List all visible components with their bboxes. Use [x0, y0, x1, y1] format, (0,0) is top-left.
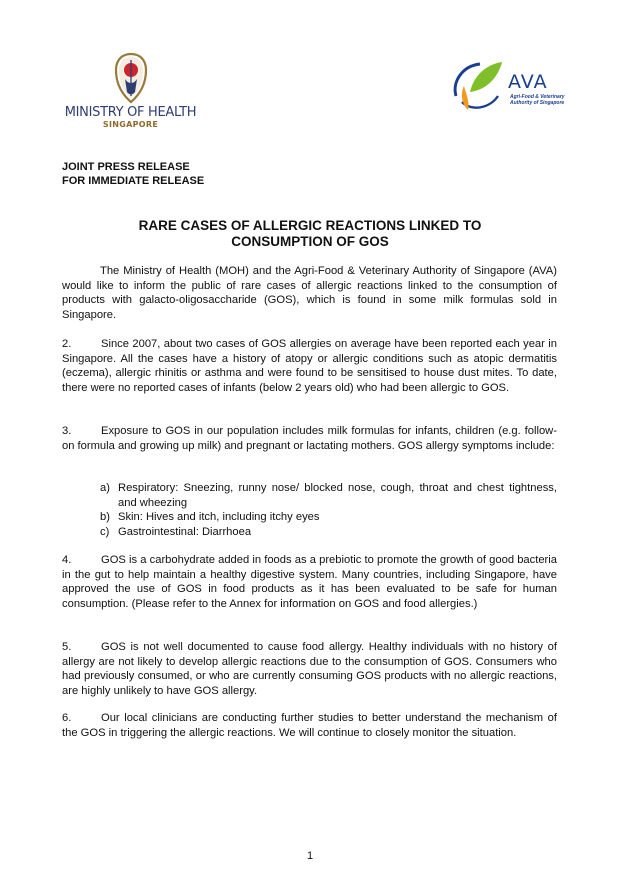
paragraph-number: 6. [62, 712, 72, 724]
paragraph-2 [62, 337, 557, 395]
paragraph-1-text: The Ministry of Health (MOH) and the Agri-Food & Veterinary Authority of Singapore (AVA) would like to inform the public of rare cases of allergic reactions linked to the consumption of products with galacto-oligosaccharide (GOS), which is found in some milk formulas sold in Singapore. [62, 265, 557, 321]
paragraph-number: 3. [62, 425, 72, 437]
list-item [100, 510, 557, 525]
list-item-text: Respiratory: Sneezing, runny nose/ blocked nose, cough, throat and chest tightness, and wheezing [118, 482, 557, 509]
symptom-list [100, 481, 557, 539]
paragraph-4 [62, 553, 557, 611]
ava-subtitle-line-2: Authority of Singapore [510, 100, 565, 106]
paragraph-4-text: GOS is a carbohydrate added in foods as a prebiotic to promote the growth of good bacteria in the gut to help maintain a healthy digestive system. Many countries, including Singapore, have approved the use of GOS in food products as it has been evaluated to be safe for human consumption. (Please refer to the Annex for information on GOS and food allergies.) [62, 554, 557, 610]
ava-subtitle [510, 94, 574, 106]
list-item-text: Skin: Hives and itch, including itchy eyes [118, 511, 320, 524]
paragraph-2-text: Since 2007, about two cases of GOS allergies on average have been reported each year in Singapore. All the cases have a history of atopy or allergic conditions such as atopic dermatitis (eczema), allergic rhinitis or asthma and were found to be sensitised to house dust mites. To date, there were no reported cases of infants (below 2 years old) who had been allergic to GOS. [62, 338, 557, 394]
paragraph-3-text: Exposure to GOS in our population includes milk formulas for infants, children (e.g. follow-on formula and growing up milk) and pregnant or lactating mothers. GOS allergy symptoms include: [62, 425, 557, 452]
ava-subtitle-line-1: Agri-Food & Veterinary [510, 94, 565, 100]
title-line-2: CONSUMPTION OF GOS [231, 234, 389, 249]
paragraph-5 [62, 640, 557, 698]
moh-subtitle: SINGAPORE [102, 120, 159, 129]
ava-wordmark: AVA [508, 71, 548, 93]
moh-crest-icon [108, 52, 154, 104]
document-title [60, 218, 560, 250]
ava-emblem-icon [448, 56, 510, 118]
title-line-1: RARE CASES OF ALLERGIC REACTIONS LINKED TO [138, 218, 482, 233]
paragraph-number: 2. [62, 338, 72, 350]
list-item-letter: c) [100, 525, 110, 538]
release-line-immediate: FOR IMMEDIATE RELEASE [62, 175, 205, 187]
release-line-joint: JOINT PRESS RELEASE [62, 161, 190, 173]
list-item [100, 481, 557, 510]
moh-name: MINISTRY OF HEALTH [64, 105, 197, 120]
release-header [62, 160, 204, 188]
moh-logo [58, 52, 203, 132]
paragraph-1 [62, 264, 557, 322]
paragraph-number: 5. [62, 641, 72, 653]
paragraph-number: 4. [62, 554, 72, 566]
paragraph-5-text: GOS is not well documented to cause food allergy. Healthy individuals with no history of allergy are not likely to develop allergic reactions due to the consumption of GOS. Consumers who had previously consumed, or who are currently consuming GOS products with no allergic reactions, are highly unlikely to have GOS allergy. [62, 641, 557, 697]
list-item [100, 525, 557, 540]
paragraph-6-text: Our local clinicians are conducting further studies to better understand the mechanism of the GOS in triggering the allergic reactions. We will continue to closely monitor the situation. [62, 712, 557, 739]
paragraph-6 [62, 711, 557, 740]
list-item-letter: b) [100, 511, 110, 524]
list-item-text: Gastrointestinal: Diarrhoea [118, 525, 252, 538]
list-item-letter: a) [100, 482, 110, 494]
paragraph-3 [62, 424, 557, 453]
page-number: 1 [306, 850, 314, 862]
ava-logo [448, 56, 573, 118]
